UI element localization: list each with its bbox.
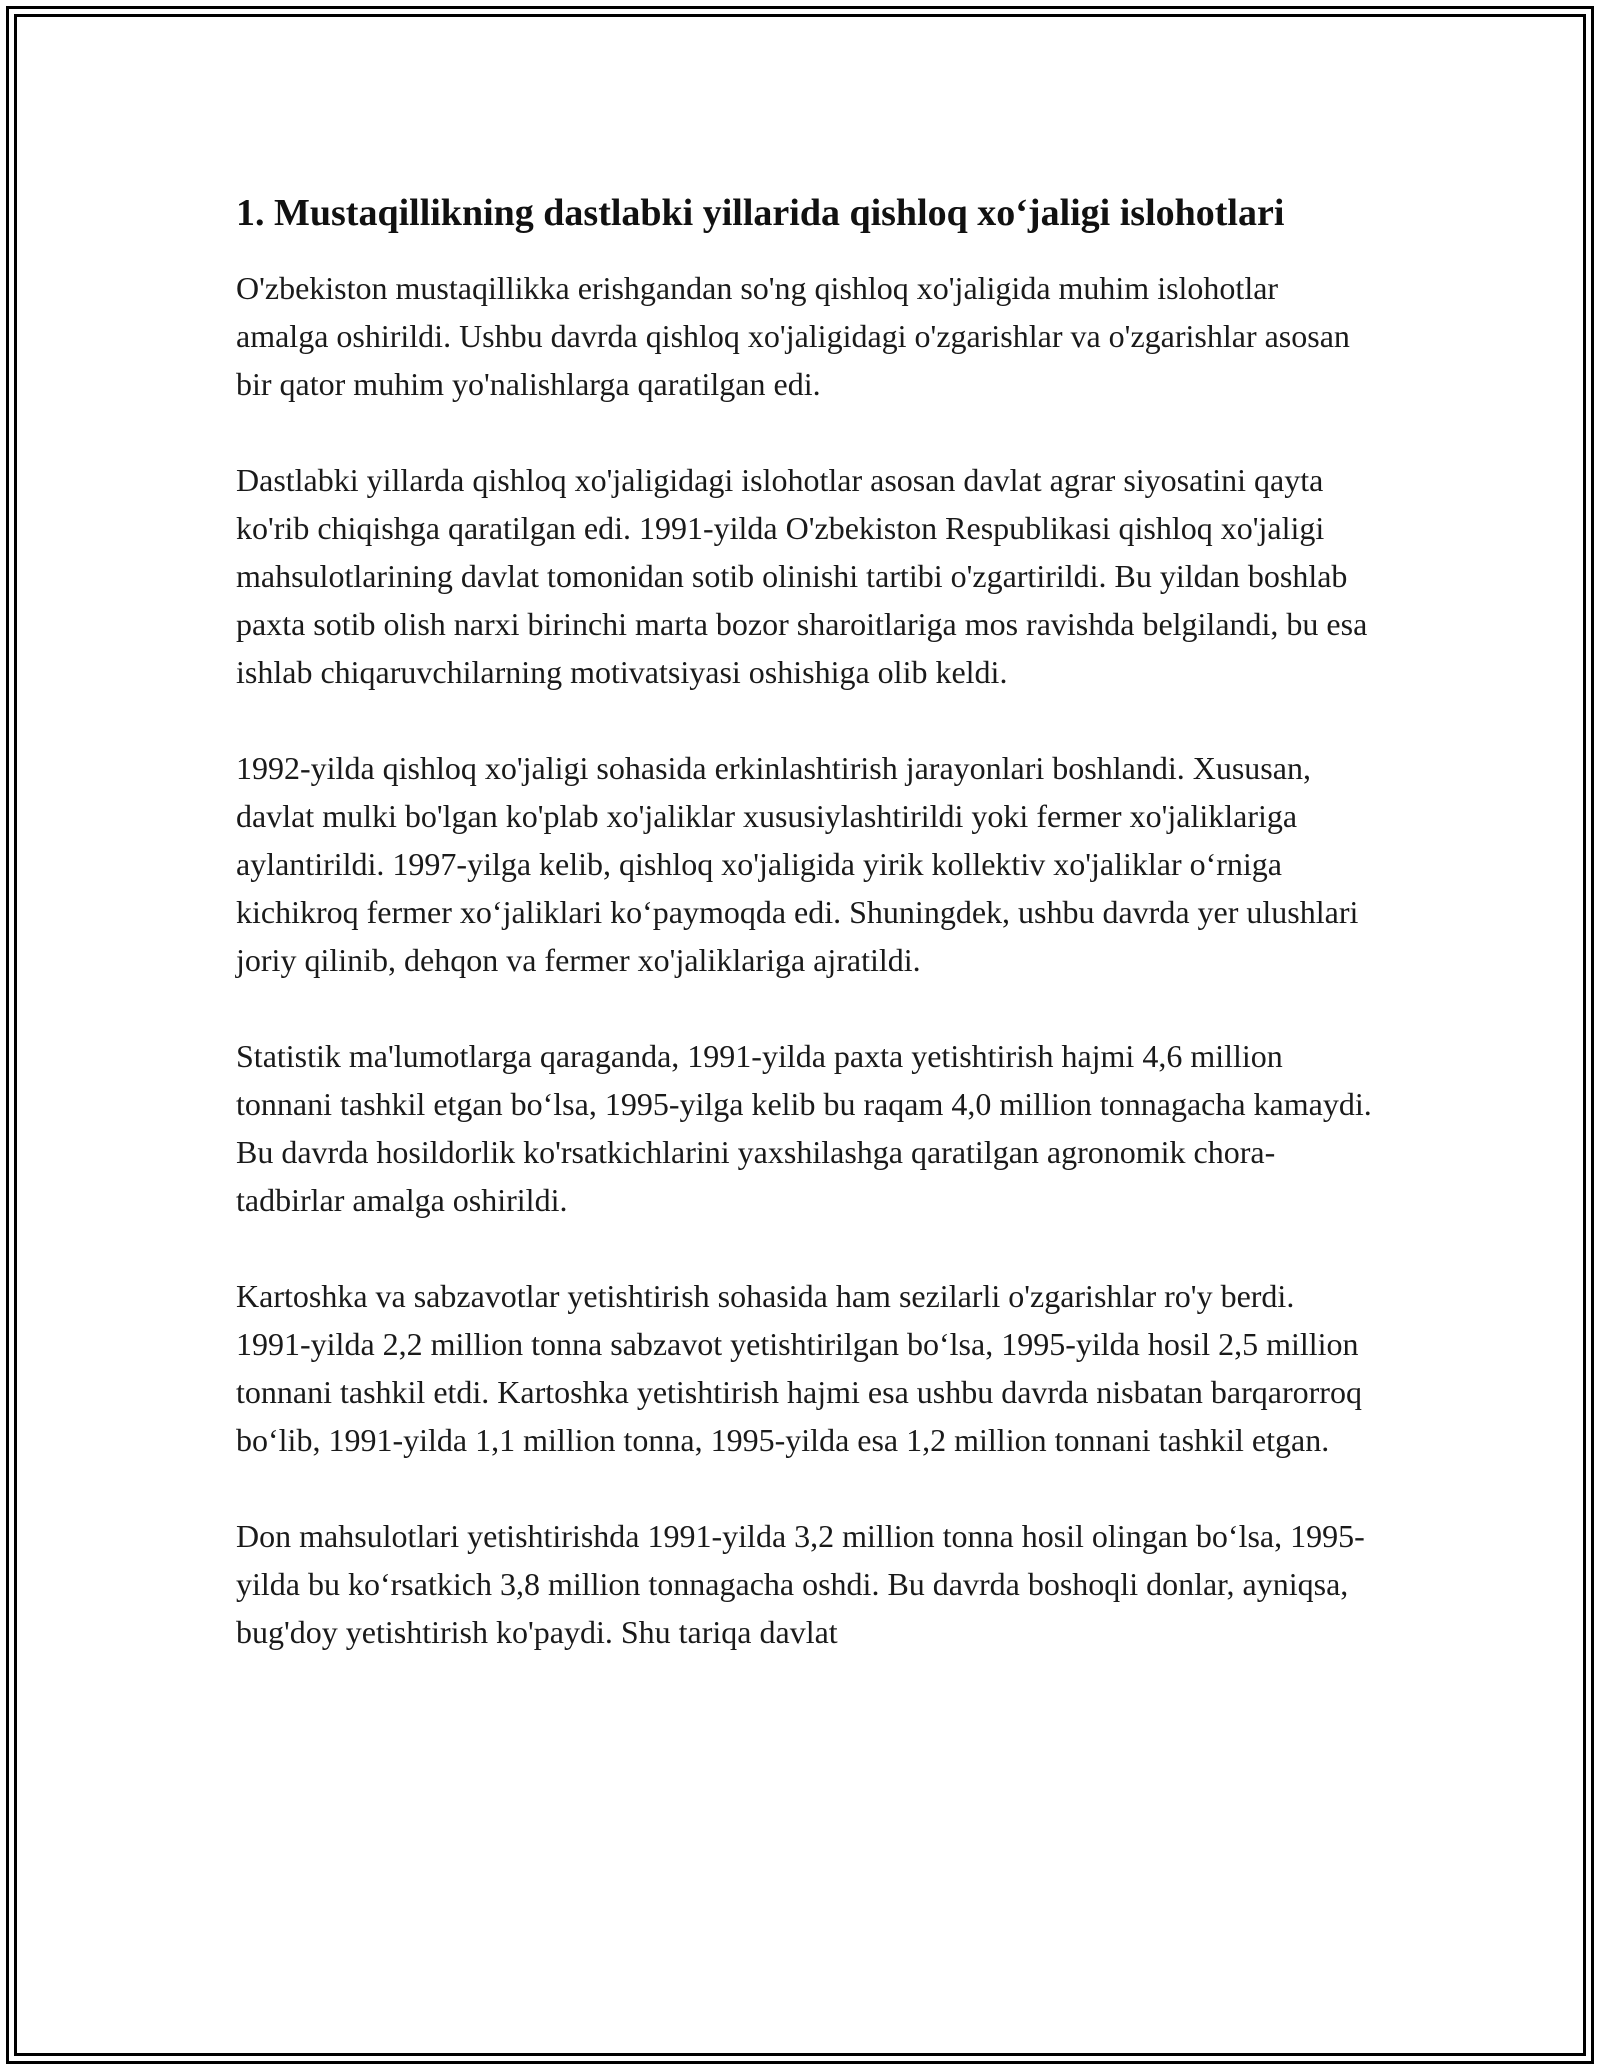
paragraph-6: Don mahsulotlari yetishtirishda 1991-yilda 3,2 million tonna hosil olingan bo‘lsa, 1995-yilda bu ko‘rsatkich 3,8 million tonnagacha oshdi. Bu davrda boshoqli donlar, ayniqsa, bug'doy yetishtirish ko'paydi. Shu tariqa davlat xyxy=(236,1518,1365,1650)
section-heading: 1. Mustaqillikning dastlabki yillarida qishloq xo‘jaligi islohotlari xyxy=(236,192,1285,234)
paragraph-2: Dastlabki yillarda qishloq xo'jaligidagi islohotlar asosan davlat agrar siyosatini qayta ko'rib chiqishga qaratilgan edi. 1991-yilda O'zbekiston Respublikasi qishloq xo'jaligi mahsulotlarining davlat tomonidan sotib olinishi tartibi o'zgartirildi. Bu yildan boshlab paxta sotib olish narxi birinchi marta bozor sharoitlariga mos ravishda belgilandi, bu esa ishlab chiqaruvchilarning motivatsiyasi oshishiga olib keldi. xyxy=(236,462,1368,690)
document-body xyxy=(236,186,1376,1704)
paragraph-3: 1992-yilda qishloq xo'jaligi sohasida erkinlashtirish jarayonlari boshlandi. Xususan, davlat mulki bo'lgan ko'plab xo'jaliklar xususiylashtirildi yoki fermer xo'jaliklariga aylantirildi. 1997-yilga kelib, qishloq xo'jaligida yirik kollektiv xo'jaliklar o‘rniga kichikroq fermer xo‘jaliklari ko‘paymoqda edi. Shuningdek, ushbu davrda yer ulushlari joriy qilinib, dehqon va fermer xo'jaliklariga ajratildi. xyxy=(236,750,1359,978)
paragraph-5: Kartoshka va sabzavotlar yetishtirish sohasida ham sezilarli o'zgarishlar ro'y berdi. 1991-yilda 2,2 million tonna sabzavot yetishtirilgan bo‘lsa, 1995-yilda hosil 2,5 million tonnani tashkil etdi. Kartoshka yetishtirish hajmi esa ushbu davrda nisbatan barqarorroq bo‘lib, 1991-yilda 1,1 million tonna, 1995-yilda esa 1,2 million tonnani tashkil etgan. xyxy=(236,1278,1362,1458)
paragraph-1: O'zbekiston mustaqillikka erishgandan so'ng qishloq xo'jaligida muhim islohotlar amalga oshirildi. Ushbu davrda qishloq xo'jaligidagi o'zgarishlar va o'zgarishlar asosan bir qator muhim yo'nalishlarga qaratilgan edi. xyxy=(236,270,1350,402)
paragraph-4: Statistik ma'lumotlarga qaraganda, 1991-yilda paxta yetishtirish hajmi 4,6 million tonnani tashkil etgan bo‘lsa, 1995-yilga kelib bu raqam 4,0 million tonnagacha kamaydi. Bu davrda hosildorlik ko'rsatkichlarini yaxshilashga qaratilgan agronomik chora-tadbirlar amalga oshirildi. xyxy=(236,1038,1372,1218)
